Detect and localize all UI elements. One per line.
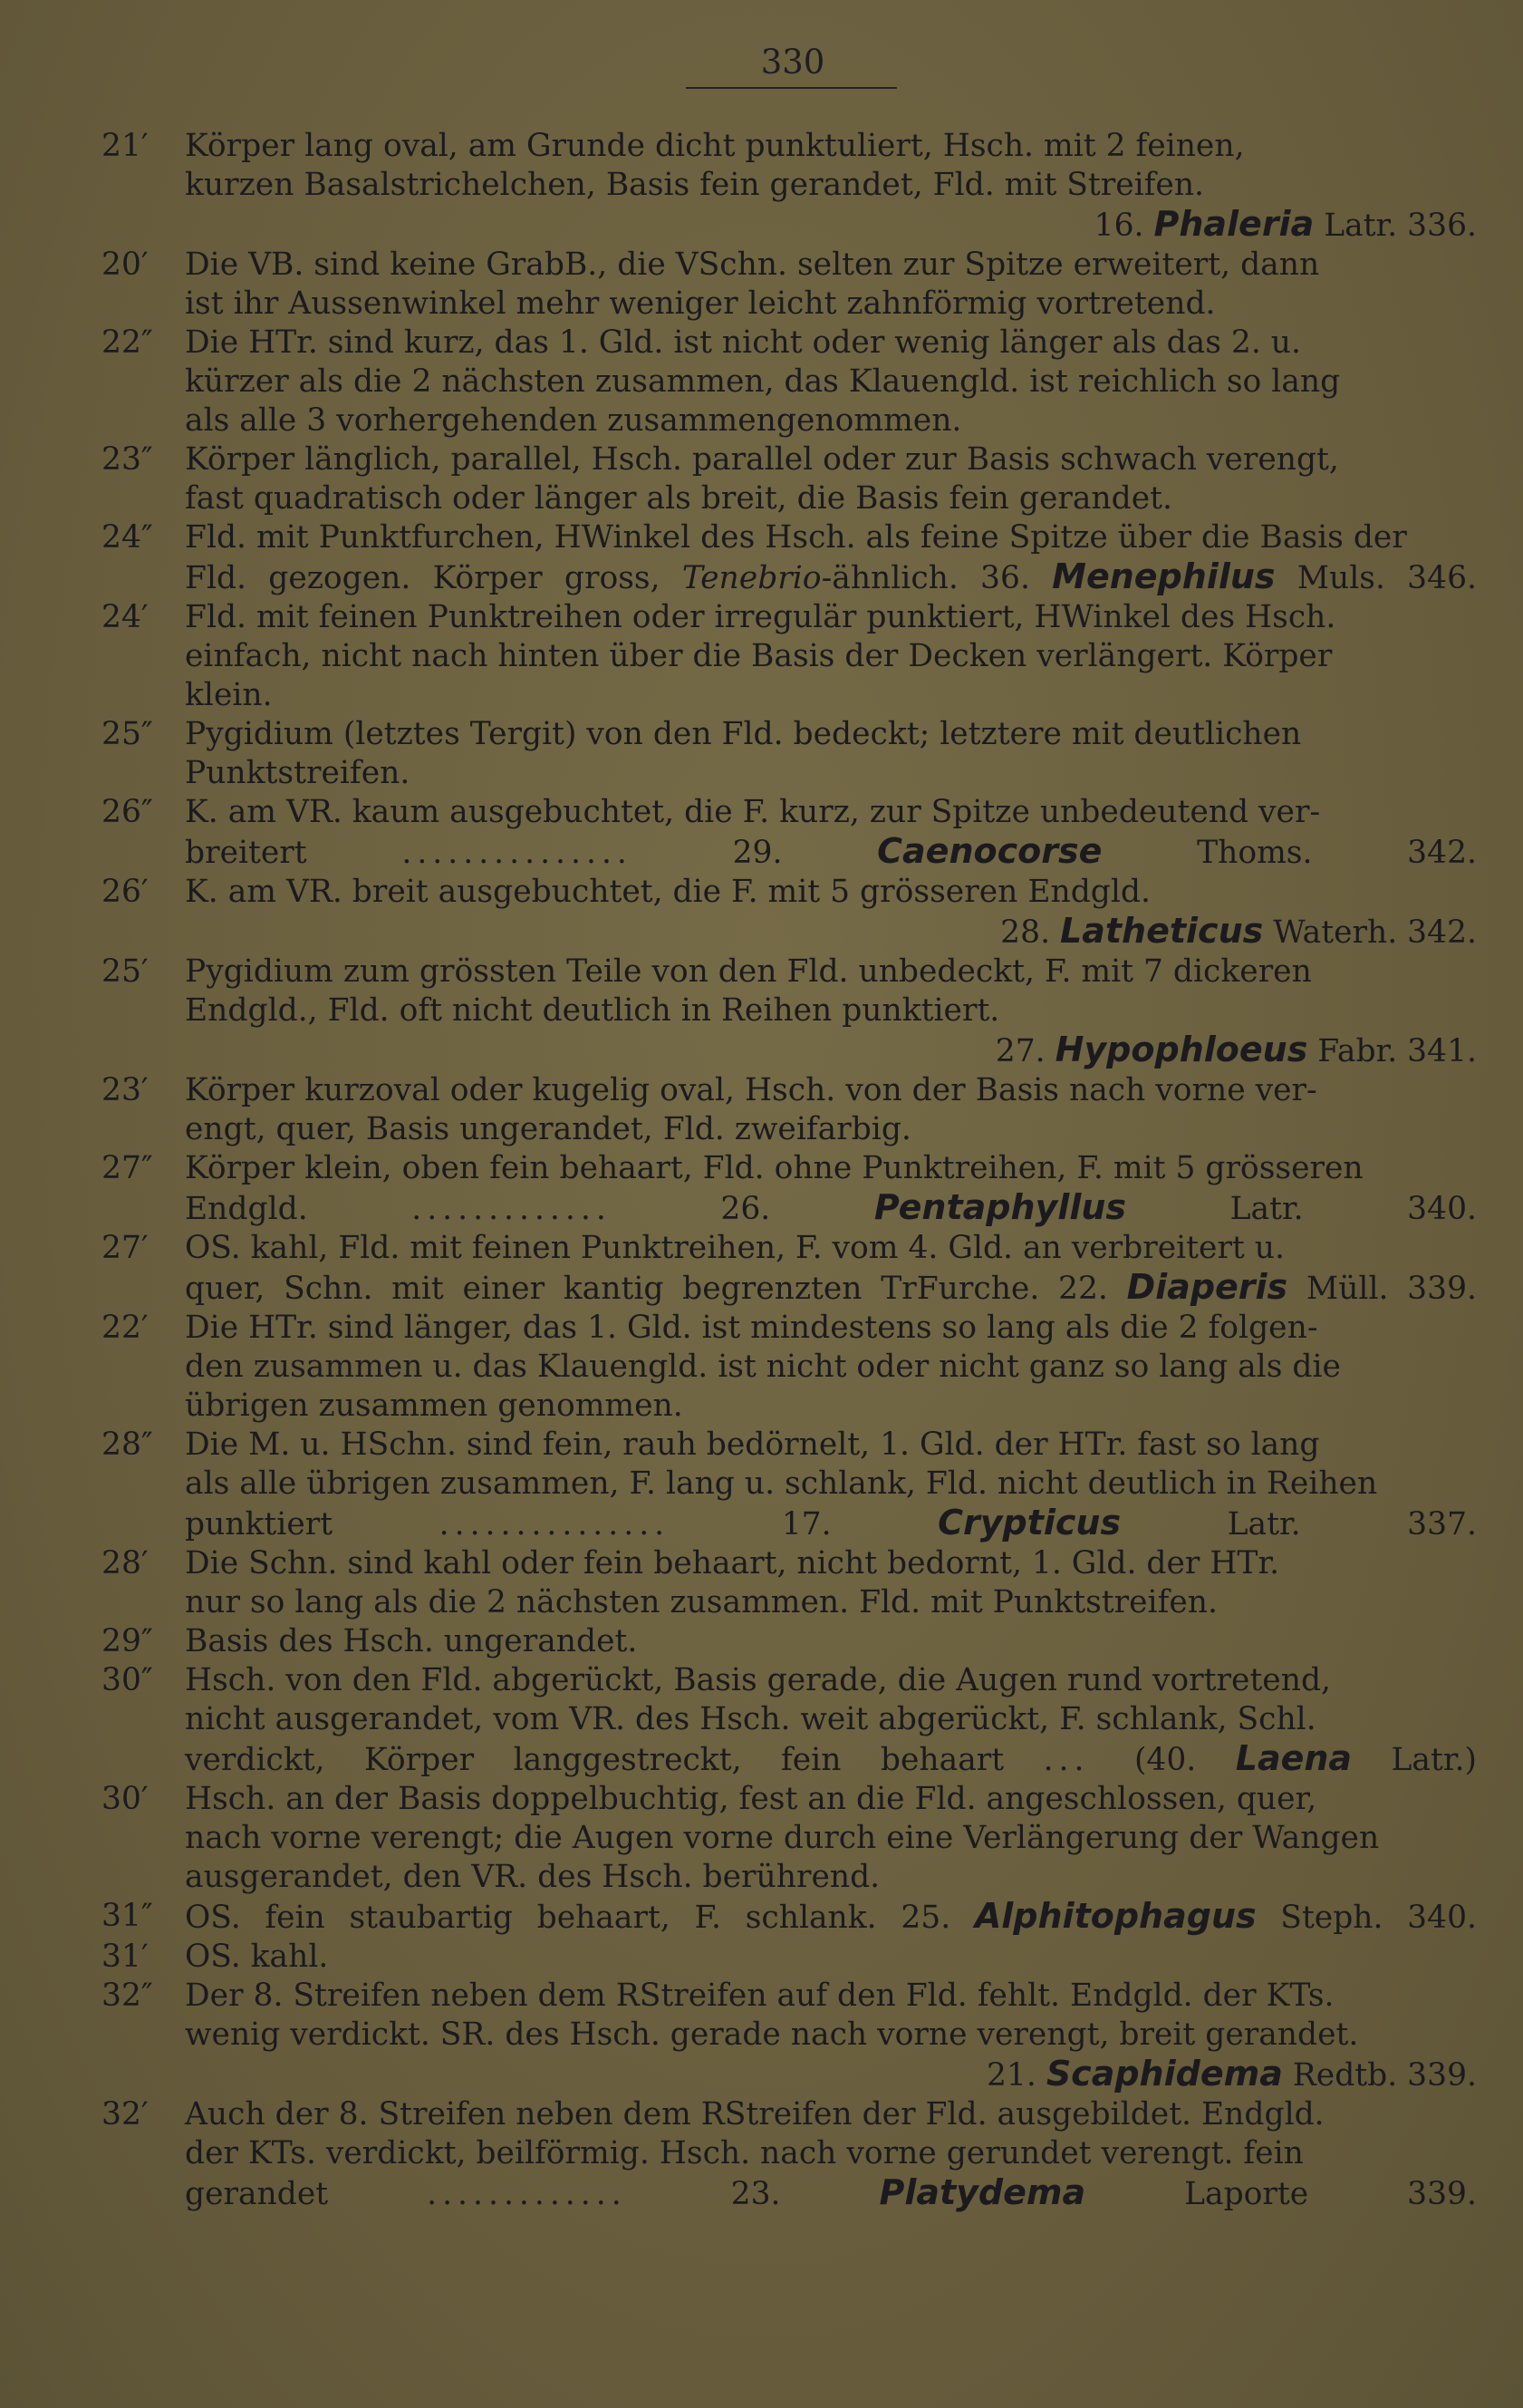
text-line bbox=[185, 832, 1477, 873]
key-entry bbox=[100, 1780, 1477, 1897]
leader-dots: ............... bbox=[401, 835, 733, 871]
couplet-text bbox=[185, 440, 1477, 518]
text-fragment: quer, Schn. mit einer kantig begrenzten TrFurche. bbox=[185, 1271, 1059, 1307]
text-line: Hsch. von den Fld. abgerückt, Basis gerade, die Augen rund vortretend, bbox=[185, 1662, 1331, 1698]
text-line: engt, quer, Basis ungerandet, Fld. zweifarbig. bbox=[185, 1111, 911, 1147]
genus-number: 23. bbox=[730, 2176, 880, 2212]
genus-name: Pentaphyllus bbox=[873, 1187, 1127, 1227]
couplet-number: 27″ bbox=[101, 1150, 153, 1186]
couplet-number: 20′ bbox=[101, 247, 149, 283]
key-entry bbox=[100, 1977, 1477, 2095]
key-entry bbox=[100, 1622, 1477, 1661]
key-entry bbox=[100, 440, 1477, 518]
text-line: Die VB. sind keine GrabB., die VSchn. selten zur Spitze erweitert, dann bbox=[185, 247, 1320, 283]
leader-dots: ............. bbox=[427, 2176, 731, 2212]
key-entry bbox=[100, 1544, 1477, 1622]
couplet-text bbox=[185, 598, 1477, 715]
couplet-number: 26″ bbox=[101, 794, 153, 830]
header-rule bbox=[686, 87, 897, 89]
text-line: als alle 3 vorhergehenden zusammengenommen. bbox=[185, 402, 962, 439]
key-entry bbox=[100, 793, 1477, 873]
text-line: nicht ausgerandet, vom VR. des Hsch. weit abgerückt, F. schlank, Schl. bbox=[185, 1701, 1316, 1737]
genus-author: Waterh. 342. bbox=[1263, 914, 1477, 951]
genus-author: Thoms. 342. bbox=[1102, 835, 1477, 871]
genus-number: 29. bbox=[732, 835, 878, 871]
couplet-text bbox=[185, 2095, 1477, 2214]
genus-author: Latr.) bbox=[1352, 1742, 1477, 1778]
text-line bbox=[185, 1268, 1477, 1309]
genus-number: 22. bbox=[1058, 1271, 1127, 1307]
couplet-number: 25′ bbox=[101, 953, 149, 990]
couplet-number: 28′ bbox=[101, 1545, 149, 1581]
text-line: Basis des Hsch. ungerandet. bbox=[185, 1623, 638, 1659]
couplet-text bbox=[185, 1309, 1477, 1426]
couplet-number: 24″ bbox=[101, 519, 153, 556]
key-entry bbox=[100, 1897, 1477, 1938]
text-line: nach vorne verengt; die Augen vorne durch eine Verlängerung der Wangen bbox=[185, 1820, 1380, 1856]
text-line: Die HTr. sind kurz, das 1. Gld. ist nicht oder wenig länger als das 2. u. bbox=[185, 324, 1301, 361]
text-fragment: Fld. gezogen. Körper gross, bbox=[185, 560, 682, 596]
text-line: Auch der 8. Streifen neben dem RStreifen der Fld. ausgebildet. Endgld. bbox=[185, 2096, 1325, 2132]
text-fragment: verdickt, Körper langgestreckt, fein behaart bbox=[185, 1742, 1044, 1778]
genus-author: Laporte 339. bbox=[1085, 2176, 1477, 2212]
text-line: Körper klein, oben fein behaart, Fld. ohne Punktreihen, F. mit 5 grösseren bbox=[185, 1150, 1364, 1186]
genus-number: 16. bbox=[1094, 208, 1154, 244]
genus-number: 36. bbox=[980, 560, 1053, 596]
couplet-text bbox=[185, 953, 1477, 1071]
text-line: OS. kahl, Fld. mit feinen Punktreihen, F. vom 4. Gld. an verbreitert u. bbox=[185, 1230, 1285, 1266]
couplet-text bbox=[185, 1426, 1477, 1544]
genus-number: 26. bbox=[720, 1191, 874, 1227]
text-line: OS. kahl. bbox=[185, 1939, 329, 1975]
text-line: Endgld., Fld. oft nicht deutlich in Reihen punktiert. bbox=[185, 992, 1000, 1029]
text-line: Fld. mit feinen Punktreihen oder irregulär punktiert, HWinkel des Hsch. bbox=[185, 599, 1336, 635]
text-line: Die Schn. sind kahl oder fein behaart, nicht bedornt, 1. Gld. der HTr. bbox=[185, 1545, 1280, 1581]
text-line bbox=[185, 557, 1477, 598]
text-line: Punktstreifen. bbox=[185, 755, 410, 791]
text-line bbox=[185, 1897, 1477, 1938]
genus-author: Redtb. 339. bbox=[1282, 2057, 1477, 2094]
key-entry bbox=[100, 246, 1477, 324]
key-entries bbox=[100, 127, 1477, 2214]
genus-reference-line bbox=[185, 205, 1477, 246]
key-entry bbox=[100, 873, 1477, 953]
key-entry bbox=[100, 324, 1477, 440]
genus-name: Hypophloeus bbox=[1055, 1030, 1308, 1069]
text-line: kurzen Basalstrichelchen, Basis fein gerandet, Fld. mit Streifen. bbox=[185, 167, 1205, 203]
text-line: Die M. u. HSchn. sind fein, rauh bedörnelt, 1. Gld. der HTr. fast so lang bbox=[185, 1426, 1320, 1463]
text-fragment: Endgld. bbox=[185, 1191, 412, 1227]
key-entry bbox=[100, 1149, 1477, 1229]
couplet-number: 22″ bbox=[101, 324, 153, 361]
text-line: einfach, nicht nach hinten über die Basis der Decken verlängert. Körper bbox=[185, 638, 1333, 674]
couplet-number: 23′ bbox=[101, 1072, 149, 1108]
genus-name: Phaleria bbox=[1153, 204, 1315, 244]
genus-number: 28. bbox=[1000, 914, 1061, 951]
genus-number: 17. bbox=[781, 1506, 939, 1542]
couplet-text bbox=[185, 1780, 1477, 1897]
couplet-text bbox=[185, 246, 1477, 324]
couplet-text bbox=[185, 1544, 1477, 1622]
couplet-number: 27′ bbox=[101, 1230, 149, 1266]
couplet-text bbox=[185, 324, 1477, 440]
couplet-number: 30″ bbox=[101, 1662, 153, 1698]
text-line: klein. bbox=[185, 677, 273, 713]
text-line: Körper kurzoval oder kugelig oval, Hsch. von der Basis nach vorne ver- bbox=[185, 1072, 1317, 1108]
leader-dots: ............... bbox=[439, 1506, 782, 1542]
couplet-number: 32′ bbox=[101, 2096, 149, 2132]
text-line: Körper länglich, parallel, Hsch. parallel oder zur Basis schwach verengt, bbox=[185, 441, 1339, 478]
couplet-number: 24′ bbox=[101, 599, 149, 635]
couplet-text bbox=[185, 1229, 1477, 1309]
italic-genus-reference: Tenebrio bbox=[681, 560, 822, 596]
genus-name: Latheticus bbox=[1060, 911, 1264, 951]
key-entry bbox=[100, 715, 1477, 793]
key-entry bbox=[100, 1938, 1477, 1977]
text-fragment: -ähnlich. bbox=[821, 560, 981, 596]
couplet-number: 29″ bbox=[101, 1623, 153, 1659]
text-line: übrigen zusammen genommen. bbox=[185, 1388, 683, 1424]
text-line bbox=[185, 1188, 1477, 1229]
text-line: Körper lang oval, am Grunde dicht punktuliert, Hsch. mit 2 feinen, bbox=[185, 128, 1245, 164]
couplet-text bbox=[185, 715, 1477, 793]
text-line: den zusammen u. das Klauengld. ist nicht oder nicht ganz so lang als die bbox=[185, 1349, 1341, 1385]
genus-reference-line bbox=[185, 1030, 1477, 1071]
genus-name: Caenocorse bbox=[877, 831, 1103, 871]
text-fragment: breitert bbox=[185, 835, 402, 871]
text-line: Pygidium zum grössten Teile von den Fld. unbedeckt, F. mit 7 dickeren bbox=[185, 953, 1312, 990]
text-fragment: OS. fein staubartig behaart, F. schlank. bbox=[185, 1900, 901, 1936]
couplet-number: 30′ bbox=[101, 1781, 149, 1817]
couplet-number: 32″ bbox=[101, 1978, 153, 2014]
text-line: Pygidium (letztes Tergit) von den Fld. bedeckt; letztere mit deutlichen bbox=[185, 716, 1302, 752]
couplet-text bbox=[185, 1071, 1477, 1149]
genus-author: Latr. 337. bbox=[1121, 1506, 1477, 1542]
genus-number: 27. bbox=[995, 1033, 1055, 1069]
couplet-text bbox=[185, 1977, 1477, 2095]
text-line bbox=[185, 1504, 1477, 1544]
key-entry bbox=[100, 1229, 1477, 1309]
genus-name: Scaphidema bbox=[1046, 2054, 1283, 2094]
genus-author: Muls. 346. bbox=[1275, 560, 1477, 596]
genus-reference-line bbox=[185, 912, 1477, 953]
text-line bbox=[185, 2173, 1477, 2214]
text-line: Fld. mit Punktfurchen, HWinkel des Hsch. als feine Spitze über die Basis der bbox=[185, 519, 1407, 556]
text-line: Die HTr. sind länger, das 1. Gld. ist mindestens so lang als die 2 folgen- bbox=[185, 1310, 1318, 1346]
couplet-number: 21′ bbox=[101, 128, 149, 164]
couplet-number: 25″ bbox=[101, 716, 153, 752]
genus-name: Diaperis bbox=[1126, 1267, 1288, 1307]
genus-name: Platydema bbox=[879, 2172, 1086, 2212]
genus-number: (40. bbox=[1133, 1742, 1236, 1778]
key-entry bbox=[100, 1426, 1477, 1544]
text-line: Hsch. an der Basis doppelbuchtig, fest an die Fld. angeschlossen, quer, bbox=[185, 1781, 1317, 1817]
text-fragment: gerandet bbox=[185, 2176, 428, 2212]
couplet-text bbox=[185, 1149, 1477, 1229]
text-line: ausgerandet, den VR. des Hsch. berührend. bbox=[185, 1859, 881, 1895]
genus-reference-line bbox=[185, 2055, 1477, 2095]
couplet-text bbox=[185, 1622, 1477, 1661]
text-line: ist ihr Aussenwinkel mehr weniger leicht zahnförmig vortretend. bbox=[185, 285, 1216, 322]
genus-name: Crypticus bbox=[938, 1503, 1122, 1542]
text-line: wenig verdickt. SR. des Hsch. gerade nach vorne verengt, breit gerandet. bbox=[185, 2016, 1359, 2053]
key-entry bbox=[100, 127, 1477, 246]
couplet-number: 31′ bbox=[101, 1939, 149, 1975]
genus-author: Müll. 339. bbox=[1287, 1271, 1477, 1307]
genus-name: Alphitophagus bbox=[974, 1896, 1257, 1936]
couplet-text bbox=[185, 127, 1477, 246]
genus-author: Fabr. 341. bbox=[1307, 1033, 1477, 1069]
key-entry bbox=[100, 1071, 1477, 1149]
text-fragment: punktiert bbox=[185, 1506, 439, 1542]
couplet-text bbox=[185, 793, 1477, 873]
text-line: der KTs. verdickt, beilförmig. Hsch. nach vorne gerundet verengt. fein bbox=[185, 2135, 1304, 2171]
key-entry bbox=[100, 598, 1477, 715]
couplet-text bbox=[185, 873, 1477, 953]
key-entry bbox=[100, 1309, 1477, 1426]
key-entry bbox=[100, 2095, 1477, 2214]
genus-name: Laena bbox=[1235, 1738, 1353, 1778]
couplet-number: 28″ bbox=[101, 1426, 153, 1463]
genus-author: Latr. 336. bbox=[1314, 208, 1477, 244]
couplet-text bbox=[185, 1897, 1477, 1938]
text-line: als alle übrigen zusammen, F. lang u. schlank, Fld. nicht deutlich in Reihen bbox=[185, 1465, 1378, 1502]
couplet-text bbox=[185, 1938, 1477, 1977]
genus-author: Steph. 340. bbox=[1256, 1900, 1477, 1936]
text-line: K. am VR. kaum ausgebuchtet, die F. kurz, zur Spitze unbedeutend ver- bbox=[185, 794, 1321, 830]
couplet-text bbox=[185, 518, 1477, 598]
couplet-number: 31″ bbox=[101, 1898, 153, 1934]
couplet-number: 23″ bbox=[101, 441, 153, 478]
page-number: 330 bbox=[760, 43, 825, 82]
genus-number: 21. bbox=[986, 2057, 1046, 2094]
genus-number: 25. bbox=[901, 1900, 975, 1936]
key-entry bbox=[100, 1661, 1477, 1780]
text-line bbox=[185, 1739, 1477, 1780]
text-line: K. am VR. breit ausgebuchtet, die F. mit 5 grösseren Endgld. bbox=[185, 874, 1151, 910]
genus-name: Menephilus bbox=[1052, 556, 1276, 596]
text-line: Der 8. Streifen neben dem RStreifen auf den Fld. fehlt. Endgld. der KTs. bbox=[185, 1978, 1335, 2014]
text-line: nur so lang als die 2 nächsten zusammen. Fld. mit Punktstreifen. bbox=[185, 1584, 1218, 1620]
leader-dots: ............. bbox=[411, 1191, 721, 1227]
couplet-number: 26′ bbox=[101, 874, 149, 910]
key-entry bbox=[100, 953, 1477, 1071]
couplet-text bbox=[185, 1661, 1477, 1780]
text-line: fast quadratisch oder länger als breit, die Basis fein gerandet. bbox=[185, 480, 1172, 517]
genus-author: Latr. 340. bbox=[1126, 1191, 1477, 1227]
text-line: kürzer als die 2 nächsten zusammen, das Klauengld. ist reichlich so lang bbox=[185, 363, 1341, 400]
couplet-number: 22′ bbox=[101, 1310, 149, 1346]
key-entry bbox=[100, 518, 1477, 598]
leader-dots: ... bbox=[1043, 1742, 1134, 1778]
